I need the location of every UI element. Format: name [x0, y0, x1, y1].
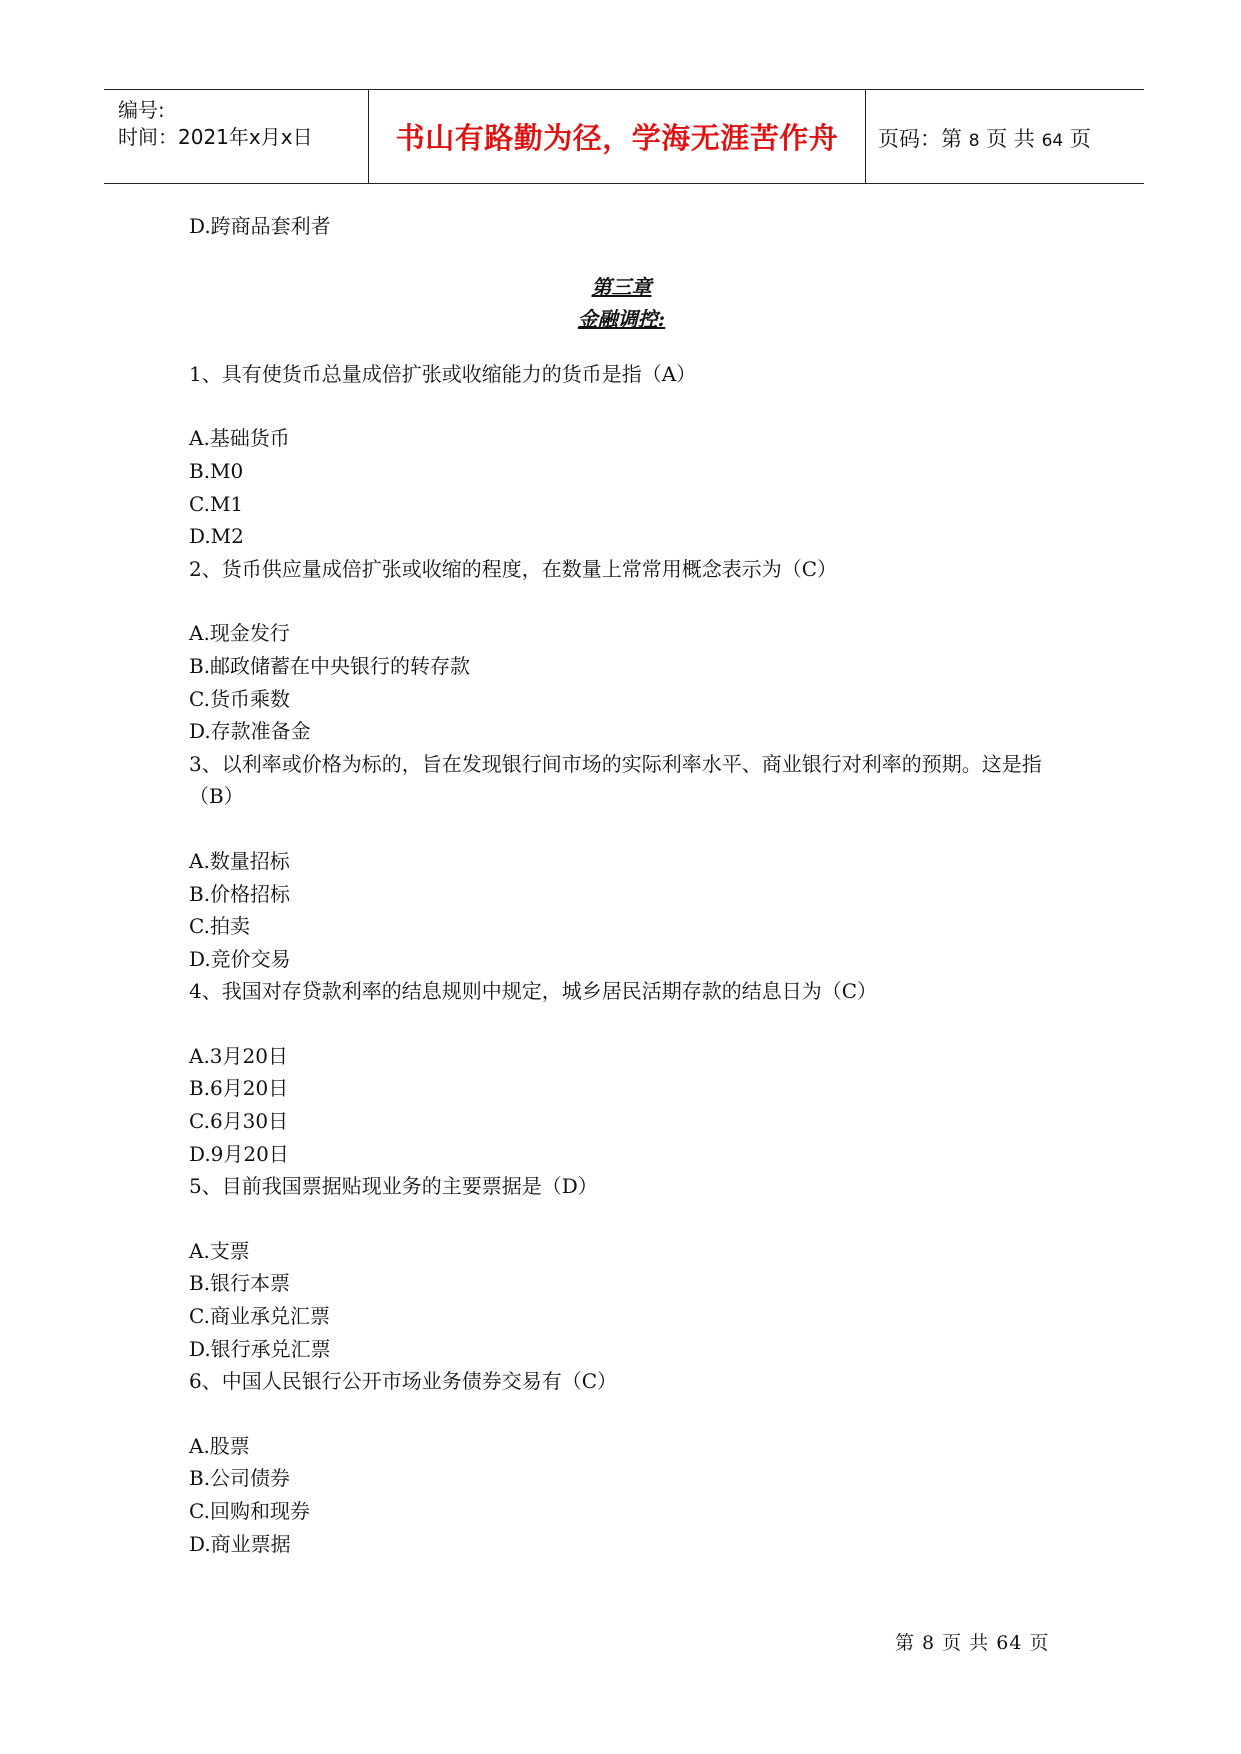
option: C.商业承兑汇票	[189, 1304, 330, 1329]
option: C.货币乘数	[189, 686, 290, 711]
question-stem: 5、目前我国票据贴现业务的主要票据是（D）	[189, 1174, 598, 1199]
page-suffix: 页	[1069, 127, 1091, 151]
header-meta	[104, 90, 369, 183]
option: B.邮政储蓄在中央银行的转存款	[189, 653, 471, 678]
page-footer: 第 8 页 共 64 页	[895, 1632, 1050, 1654]
motto: 书山有路勤为径，学海无涯苦作舟	[395, 121, 839, 155]
question-6	[189, 1365, 1069, 1560]
question-5	[189, 1170, 1069, 1365]
option: A.股票	[189, 1433, 250, 1458]
option: B.M0	[189, 458, 244, 483]
option: D.M2	[189, 524, 244, 549]
option: D.9月20日	[189, 1141, 289, 1166]
option: D.银行承兑汇票	[189, 1336, 331, 1361]
document-body	[189, 210, 1069, 1560]
page-total: 64	[1041, 131, 1064, 151]
page-mid: 页 共	[986, 127, 1035, 151]
question-3	[189, 748, 1069, 976]
question-stem: 2、货币供应量成倍扩张或收缩的程度，在数量上常常用概念表示为（C）	[189, 556, 838, 581]
option: A.数量招标	[189, 848, 290, 873]
option: D.商业票据	[189, 1531, 291, 1556]
question-2	[189, 553, 1069, 748]
header-motto-cell	[369, 90, 866, 183]
page-header	[104, 89, 1144, 184]
option: A.基础货币	[189, 426, 290, 451]
option: B.公司债券	[189, 1466, 291, 1491]
option: B.6月20日	[189, 1076, 289, 1101]
option: B.价格招标	[189, 881, 291, 906]
option: C.M1	[189, 491, 244, 516]
question-stem: 6、中国人民银行公开市场业务债券交易有（C）	[189, 1369, 618, 1394]
option: A.支票	[189, 1238, 250, 1263]
chapter-title: 第三章	[591, 274, 652, 299]
option: C.6月30日	[189, 1109, 289, 1134]
question-4	[189, 975, 1069, 1170]
question-stem: 1、具有使货币总量成倍扩张或收缩能力的货币是指（A）	[189, 361, 697, 386]
option: C.回购和现券	[189, 1499, 310, 1523]
page-current: 8	[968, 131, 980, 151]
time-label: 时间：2021年x月x日	[118, 125, 313, 149]
chapter-subtitle: 金融调控:	[577, 307, 666, 332]
question-stem: 4、我国对存贷款利率的结息规则中规定，城乡居民活期存款的结息日为（C）	[189, 979, 878, 1004]
serial-label: 编号:	[118, 98, 165, 122]
carry-over-option: D.跨商品套利者	[189, 214, 331, 238]
question-1	[189, 358, 1069, 553]
option: B.银行本票	[189, 1271, 291, 1296]
header-page-cell	[866, 90, 1144, 183]
option: A.现金发行	[189, 621, 290, 646]
option: C.拍卖	[189, 914, 250, 939]
page-prefix: 页码：第	[878, 127, 962, 151]
option: D.存款准备金	[189, 719, 311, 744]
page-indicator	[878, 123, 1091, 153]
option: D.竞价交易	[189, 946, 291, 971]
option: A.3月20日	[189, 1043, 288, 1068]
question-stem: 3、以利率或价格为标的，旨在发现银行间市场的实际利率水平、商业银行对利率的预期。这是指（B）	[189, 751, 1042, 809]
